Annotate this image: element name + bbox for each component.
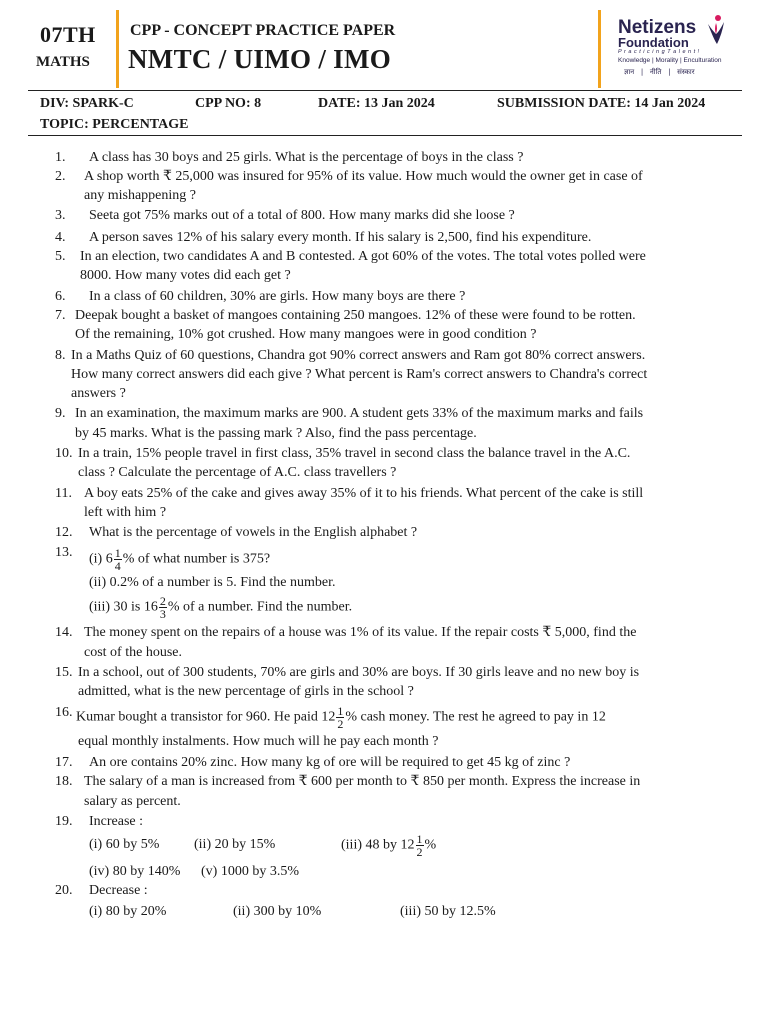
question-19-part-iv: (iv) 80 by 140% xyxy=(89,864,181,879)
fraction-numerator: 2 xyxy=(159,594,166,608)
question-text-cont: class ? Calculate the percentage of A.C. class travellers ? xyxy=(78,465,397,480)
question-text: Increase : xyxy=(89,814,144,829)
question-number: 14. xyxy=(55,625,73,640)
question-number: 9. xyxy=(55,406,66,421)
question-text: A boy eats 25% of the cake and gives away 35% of it to his friends. What percent of the cake is still xyxy=(84,486,644,501)
question-number: 17. xyxy=(55,755,73,770)
fraction-denominator: 2 xyxy=(416,845,423,859)
question-text: In an election, two candidates A and B contested. A got 60% of the votes. The total votes polled were xyxy=(80,249,646,264)
question-number: 5. xyxy=(55,249,66,264)
question-text-cont: Of the remaining, 10% got crushed. How many mangoes were in good condition ? xyxy=(75,327,537,342)
question-text: A shop worth ₹ 25,000 was insured for 95% of its value. How much would the owner get in case of xyxy=(84,169,643,184)
header-rule xyxy=(28,90,742,91)
question-text: In an examination, the maximum marks are 900. A student gets 33% of the maximum marks and fails xyxy=(75,406,644,421)
question-19-part-ii: (ii) 20 by 15% xyxy=(194,837,276,852)
header-divider-right xyxy=(598,10,601,88)
question-20-part-ii: (ii) 300 by 10% xyxy=(233,904,322,919)
part-suffix: % xyxy=(424,837,437,853)
logo-motto: Knowledge | Morality | Enculturation xyxy=(618,57,722,64)
question-number: 16. xyxy=(55,705,73,720)
division-label: DIV: SPARK-C xyxy=(40,96,134,111)
part-suffix: % of a number. Find the number. xyxy=(167,599,353,615)
fraction-denominator: 2 xyxy=(337,717,344,731)
question-text: Seeta got 75% marks out of a total of 800. How many marks did she loose ? xyxy=(89,208,515,223)
question-13-part-iii xyxy=(89,595,352,620)
exam-title: NMTC / UIMO / IMO xyxy=(128,44,392,74)
grade-label: 07TH xyxy=(40,22,96,47)
fraction xyxy=(114,547,122,572)
person-figure-icon xyxy=(704,14,726,46)
fraction-numerator: 1 xyxy=(114,546,121,560)
question-number: 19. xyxy=(55,814,73,829)
fraction xyxy=(159,595,167,620)
part-prefix: Kumar bought a transistor for 960. He paid 12 xyxy=(76,709,336,725)
question-number: 8. xyxy=(55,348,66,363)
question-text: The money spent on the repairs of a house was 1% of its value. If the repair costs ₹ 5,000, find the xyxy=(84,625,637,640)
question-19-part-i: (i) 60 by 5% xyxy=(89,837,160,852)
fraction xyxy=(416,833,424,858)
fraction-numerator: 1 xyxy=(416,832,423,846)
part-suffix: % of what number is 375? xyxy=(122,551,271,567)
question-text-cont: salary as percent. xyxy=(84,794,181,809)
part-suffix: % cash money. The rest he agreed to pay in 12 xyxy=(345,709,606,725)
question-number: 11. xyxy=(55,486,72,501)
logo-foundation: Foundation xyxy=(618,35,689,50)
question-number: 20. xyxy=(55,883,73,898)
question-13-part-ii: (ii) 0.2% of a number is 5. Find the number. xyxy=(89,575,336,590)
fraction-denominator: 4 xyxy=(114,559,121,573)
question-text: In a class of 60 children, 30% are girls. How many boys are there ? xyxy=(89,289,466,304)
question-text: In a school, out of 300 students, 70% are girls and 30% are boys. If 30 girls leave and no new boy is xyxy=(78,665,640,680)
question-text: What is the percentage of vowels in the English alphabet ? xyxy=(89,525,418,540)
question-number: 13. xyxy=(55,545,73,560)
issue-date: DATE: 13 Jan 2024 xyxy=(318,96,435,111)
question-number: 6. xyxy=(55,289,66,304)
question-number: 7. xyxy=(55,308,66,323)
question-number: 3. xyxy=(55,208,66,223)
logo-tagline: P r a c t i c i n g T a l e n t ! xyxy=(618,49,700,55)
fraction xyxy=(336,705,344,730)
question-text-cont: equal monthly instalments. How much will he pay each month ? xyxy=(78,734,439,749)
part-prefix: (i) 6 xyxy=(89,551,113,567)
logo-hindi-motto: ज्ञान | नीति | संस्कार xyxy=(624,68,695,76)
question-text: Decrease : xyxy=(89,883,148,898)
question-number: 18. xyxy=(55,774,73,789)
question-number: 4. xyxy=(55,230,66,245)
question-text: A class has 30 boys and 25 girls. What is the percentage of boys in the class ? xyxy=(89,150,524,165)
question-text: The salary of a man is increased from ₹ 600 per month to ₹ 850 per month. Express the increase in xyxy=(84,774,641,789)
logo-name: Netizens xyxy=(618,17,697,38)
subject-label: MATHS xyxy=(36,54,90,70)
question-text-cont: How many correct answers did each give ? What percent is Ram's correct answers to Chandra's correct xyxy=(71,367,648,382)
question-number: 10. xyxy=(55,446,73,461)
part-prefix: (iii) 48 by 12 xyxy=(341,837,415,853)
part-prefix: (iii) 30 is 16 xyxy=(89,599,158,615)
question-text: An ore contains 20% zinc. How many kg of ore will be required to get 45 kg of zinc ? xyxy=(89,755,571,770)
question-text-cont: by 45 marks. What is the passing mark ? Also, find the pass percentage. xyxy=(75,426,477,441)
meta-rule xyxy=(28,135,742,136)
fraction-numerator: 1 xyxy=(337,704,344,718)
netizens-foundation-logo xyxy=(608,12,748,82)
question-13-part-i xyxy=(89,547,270,572)
question-text xyxy=(76,705,606,730)
question-number: 12. xyxy=(55,525,73,540)
submission-date: SUBMISSION DATE: 14 Jan 2024 xyxy=(497,96,706,111)
question-text-cont: cost of the house. xyxy=(84,645,182,660)
question-text: Deepak bought a basket of mangoes containing 250 mangoes. 12% of these were found to be rotten. xyxy=(75,308,636,323)
question-text-cont: any mishappening ? xyxy=(84,188,196,203)
header-divider-left xyxy=(116,10,119,88)
question-19-part-v: (v) 1000 by 3.5% xyxy=(201,864,299,879)
question-text-cont: 8000. How many votes did each get ? xyxy=(80,268,291,283)
question-number: 15. xyxy=(55,665,73,680)
question-text-cont: answers ? xyxy=(71,386,126,401)
cpp-number: CPP NO: 8 xyxy=(195,96,262,111)
question-text-cont: admitted, what is the new percentage of girls in the school ? xyxy=(78,684,414,699)
question-19-part-iii xyxy=(341,833,436,858)
question-20-part-iii: (iii) 50 by 12.5% xyxy=(400,904,496,919)
fraction-denominator: 3 xyxy=(159,607,166,621)
paper-type-title: CPP - CONCEPT PRACTICE PAPER xyxy=(130,22,396,39)
question-text: In a train, 15% people travel in first class, 35% travel in second class the balance travel in the A.C. xyxy=(78,446,631,461)
question-text: In a Maths Quiz of 60 questions, Chandra got 90% correct answers and Ram got 80% correct answers. xyxy=(71,348,646,363)
question-text-cont: left with him ? xyxy=(84,505,167,520)
question-text: A person saves 12% of his salary every month. If his salary is 2,500, find his expenditure. xyxy=(89,230,592,245)
question-number: 1. xyxy=(55,150,66,165)
topic-label: TOPIC: PERCENTAGE xyxy=(40,117,189,132)
question-20-part-i: (i) 80 by 20% xyxy=(89,904,167,919)
question-number: 2. xyxy=(55,169,66,184)
